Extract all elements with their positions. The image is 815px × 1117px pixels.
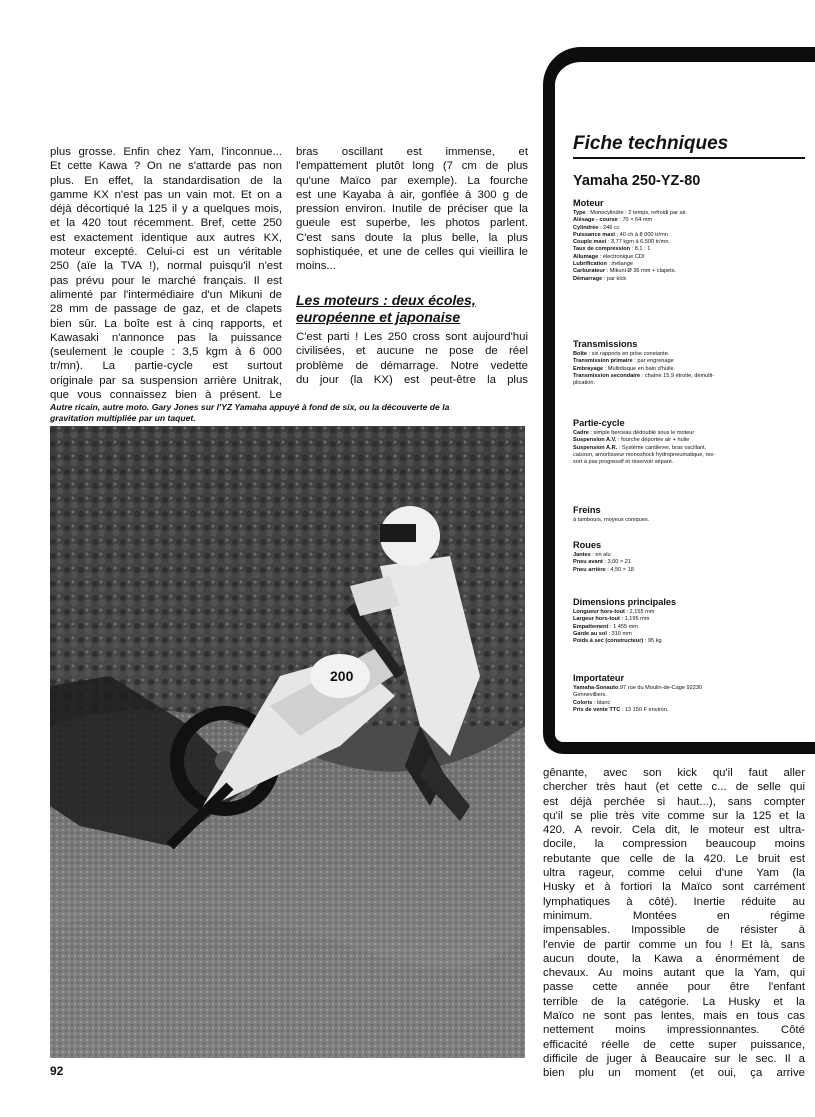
spec-key: Suspension A.V.	[573, 437, 617, 444]
text-line: docile, la compression beaucoup moins	[543, 838, 805, 851]
text-line: rebutante que celle de la 420. Le bruit est	[543, 852, 805, 865]
article-column-3	[543, 766, 805, 1081]
text-line: que vous connaissez bien à présent. Le	[50, 389, 282, 402]
spec-value: : 8,1 : 1	[630, 246, 651, 253]
spec-value: : Mikuni Ø 36 mm + clapets.	[605, 268, 677, 275]
spec-section-heading: Moteur	[573, 198, 604, 208]
spec-key: Démarrage	[573, 275, 603, 282]
spec-value: : 4,50 × 18	[605, 566, 634, 573]
text-line: gueule est superbe, les photos parlent.	[296, 217, 528, 230]
text-line: aucun doute, la Kawa a énormément de	[543, 952, 805, 965]
spec-key: Coloris	[573, 699, 593, 706]
text-line: pas prévu pour le marché français. Il est	[50, 274, 282, 287]
article-column-2-bottom	[296, 330, 528, 387]
number-plate-text: 200	[330, 668, 354, 684]
spec-row	[573, 567, 805, 574]
spec-key: Puissance maxi	[573, 231, 615, 238]
spec-section	[573, 673, 805, 714]
spec-value: : blanc	[592, 699, 611, 706]
text-line: civilisées, et aucune ne pose de réel	[296, 345, 528, 358]
spec-value: : Monocylindre : 2 temps, refroidi par air.	[585, 210, 687, 216]
spec-row	[573, 631, 805, 638]
text-line: C'est sans doute la plus belle, la plus	[296, 231, 528, 244]
spec-row	[573, 559, 805, 566]
text-line: déjà décortiqué la 125 il y a quelques mois,	[50, 203, 282, 216]
spec-section-heading: Dimensions principales	[573, 597, 677, 607]
spec-section	[573, 198, 805, 283]
text-line: Husky et à fortiori la Maïco sont carrément	[543, 881, 805, 894]
spec-value: : 3,77 kgm à 6,500 tr/mn.	[606, 239, 671, 246]
text-line: (seulement le couple : 3,5 kgm à 6 000	[50, 346, 282, 359]
spec-value: Gennevilliers.	[573, 692, 607, 699]
spec-row	[573, 692, 805, 699]
spec-row	[573, 452, 805, 459]
caption-line-2: gravitation multipliée par un taquet.	[50, 412, 196, 423]
spec-value: : 70 × 64 mm	[617, 217, 653, 224]
motocross-photo	[50, 426, 525, 1058]
text-line: est exactement identique aux autres KX,	[50, 231, 282, 244]
spec-row	[573, 707, 805, 714]
text-line: du jour (la KX) est peut-être la plus	[296, 373, 528, 386]
spec-key: Carburateur	[573, 268, 606, 275]
text-line: Kawasaki n'annonce pas la puissance	[50, 331, 282, 344]
text-line: C'est parti ! Les 250 cross sont aujourd'hui	[296, 331, 528, 343]
text-line: bras oscillant est immense, et	[296, 146, 528, 158]
spec-value: caisson, amortisseur monoshock hydropneumatique, res-	[573, 451, 716, 458]
text-line: passe cette année pour être l'enfant	[543, 981, 805, 994]
spec-section-heading: Roues	[573, 540, 602, 550]
spec-row	[573, 366, 805, 373]
text-line: difficile de juger à Beaucaire sur le sec. Il a	[543, 1052, 805, 1065]
spec-key: Taux de compression	[573, 246, 631, 253]
spec-value: : 310 mm	[606, 630, 632, 637]
text-line: alimenté par l'intermédiaire d'un Mikuni de	[50, 288, 282, 301]
text-line: et la 420 tout récemment. Bref, cette 250	[50, 217, 282, 230]
spec-row	[573, 624, 805, 631]
spec-row	[573, 225, 805, 232]
spec-row	[573, 445, 805, 452]
spec-key: Largeur hors-tout	[573, 616, 620, 623]
spec-value: : par kick	[602, 275, 627, 282]
spec-row	[573, 239, 805, 246]
subheading-line-2: européenne et japonaise	[296, 309, 461, 325]
spec-row	[573, 380, 805, 387]
spec-value: : 40 ch à 8 000 tr/mn	[614, 231, 668, 238]
spec-row	[573, 638, 805, 645]
spec-value: : Système cantilever, bras oscillant,	[617, 444, 707, 451]
spec-row	[573, 261, 805, 268]
spec-row	[573, 254, 805, 261]
spec-value: : 1 455 mm	[608, 623, 638, 630]
text-line: qu'une Maïco par exemple). La fourche	[296, 174, 528, 187]
spec-sheet-model: Yamaha 250-YZ-80	[573, 173, 701, 189]
text-line: gênante, avec son kick qu'il faut aller	[543, 767, 805, 779]
text-line: est déjà perchée si haut...), sans compter	[543, 795, 805, 808]
spec-value: à tambours, moyeux coniques.	[573, 517, 650, 523]
spec-section	[573, 339, 805, 387]
text-line: moteur excepté. Celui-ci est un véritable	[50, 246, 282, 259]
spec-key: Allumage	[573, 253, 599, 260]
spec-key: Lubrification	[573, 261, 607, 268]
text-line: l'empattement plutôt long (7 cm de plus	[296, 160, 528, 173]
spec-row	[573, 459, 805, 466]
spec-key: Embrayage	[573, 365, 604, 372]
spec-row	[573, 685, 805, 692]
spec-key: Garde au sol	[573, 630, 607, 637]
spec-key: Cadre	[573, 430, 589, 436]
spec-section-heading: Transmissions	[573, 339, 638, 349]
spec-value: : en alu	[590, 552, 611, 558]
spec-value: : 95 kg	[643, 638, 662, 645]
text-line: terrible de la catégorie. La Husky et la	[543, 995, 805, 1008]
spec-row	[573, 210, 805, 217]
spec-key: Alésage - course	[573, 217, 618, 224]
text-line: pression environ. Inutile de préciser que la	[296, 203, 528, 216]
section-subheading	[296, 292, 528, 326]
text-line: chercher très haut (et cette c... de selle qui	[543, 781, 805, 794]
spec-row	[573, 232, 805, 239]
page-number: 92	[50, 1064, 64, 1078]
spec-row	[573, 351, 805, 358]
spec-row	[573, 217, 805, 224]
spec-section-heading: Importateur	[573, 673, 625, 683]
spec-row	[573, 373, 805, 380]
text-line: 420. A revoir. Cela dit, le moteur est ultra-	[543, 824, 805, 837]
spec-key: Prix de vente TTC	[573, 706, 621, 713]
text-line: problème de démarrage. Notre vedette	[296, 359, 528, 372]
spec-row	[573, 358, 805, 365]
article-column-2-top	[296, 145, 528, 274]
spec-value: : par engrenage	[632, 358, 674, 365]
text-line: lymphatiques à côté). Inertie réduite au	[543, 895, 805, 908]
spec-value: : six rapports en prise constante.	[586, 351, 670, 357]
text-line: qu'il se plie très vite comme sur la 125 et la	[543, 809, 805, 822]
spec-value: : 3,00 × 21	[602, 559, 631, 566]
spec-key: Longueur hors-tout	[573, 609, 625, 615]
spec-value: : 13 150 F environ.	[620, 706, 669, 713]
spec-sheet-header	[573, 133, 805, 159]
spec-key: Transmission secondaire	[573, 372, 641, 379]
spec-key: Pneu arrière	[573, 566, 606, 573]
spec-section-heading: Partie-cycle	[573, 418, 625, 428]
text-line: bien sûr. La boîte est à cinq rapports, et	[50, 317, 282, 330]
text-line: plus grosse. Enfin chez Yam, l'inconnue...	[50, 146, 282, 158]
subheading-line-1: Les moteurs : deux écoles,	[296, 292, 476, 308]
spec-key: Type	[573, 210, 586, 216]
text-line: tr/mn). La partie-cycle est surtout	[50, 360, 282, 373]
spec-row	[573, 517, 805, 524]
text-line: efficacité réelle de cette super puissance,	[543, 1038, 805, 1051]
spec-value: : Multidisque en bain d'huile.	[603, 365, 676, 372]
article-column-1	[50, 145, 282, 402]
photo-caption	[50, 402, 530, 423]
spec-key: Suspension A.R.	[573, 444, 618, 451]
spec-value: sort à pas progressif et réservoir séparé.	[573, 459, 674, 466]
text-line: sophistiquée, et une de celles qui vieillira le	[296, 246, 528, 259]
spec-row	[573, 616, 805, 623]
spec-section	[573, 505, 805, 524]
spec-value: : fourche déportée air + huile	[616, 437, 690, 444]
spec-value: : chaîne 15,9 étroite, démulti-	[640, 372, 715, 379]
spec-value: : mélange	[606, 261, 633, 268]
text-line: bien plu un moment (et oui, ça arrive	[543, 1067, 805, 1080]
text-line: chevaux. Au moins autant que la Yam, qui	[543, 967, 805, 980]
text-line: plus. En effet, la standardisation de la	[50, 174, 282, 187]
spec-key: Couple maxi	[573, 239, 607, 246]
spec-key: Pneu avant	[573, 559, 603, 566]
spec-row	[573, 700, 805, 707]
text-line: Maïco ne sont pas lentes, mais en tous cas	[543, 1010, 805, 1023]
spec-section	[573, 597, 805, 645]
spec-row	[573, 437, 805, 444]
spec-value: : 246 cc	[598, 224, 620, 231]
spec-section-heading: Freins	[573, 505, 601, 515]
text-line: 28 mm de passage de gaz, et de clapets	[50, 303, 282, 316]
text-line: est une Kayaba à air, gonflée à 300 g de	[296, 188, 528, 201]
spec-row	[573, 246, 805, 253]
motocross-rider-illustration	[50, 426, 525, 1058]
caption-line-1: Autre rica​in, autre moto. Gary Jones sur l'YZ Yamaha appuyé à fond de six, ou la découverte de la	[50, 402, 450, 412]
spec-sheet-title: Fiche techniques	[573, 133, 729, 154]
spec-row	[573, 430, 805, 437]
text-line: 250 (aïe la TVA !), normal puisqu'il n'est	[50, 260, 282, 273]
spec-row	[573, 268, 805, 275]
spec-sheet-title-rule	[573, 157, 805, 159]
spec-key: Yamaha-Sonauto	[573, 685, 619, 691]
spec-value: : électronique CDI	[598, 253, 645, 260]
spec-key: Jantes	[573, 552, 591, 558]
spec-row	[573, 609, 805, 616]
spec-value: ,97 rue du Moulin-de-Cage 92230	[618, 685, 703, 691]
spec-section	[573, 540, 805, 574]
text-line: moins...	[296, 260, 336, 273]
text-line: gamme KX n'est pas un vain mot. Et on a	[50, 188, 282, 201]
spec-value: : simple berceau dédoublé sous le moteur	[588, 430, 695, 436]
spec-key: Cylindrée	[573, 224, 599, 231]
spec-value: plication.	[573, 380, 596, 387]
spec-key: Empattement	[573, 623, 609, 630]
spec-key: Poids à sec (constructeur)	[573, 638, 644, 645]
text-line: Et cette Kawa ? On ne s'attarde pas non	[50, 160, 282, 173]
spec-value: : 1,195 mm	[619, 616, 650, 623]
spec-key: Boîte	[573, 351, 587, 357]
spec-section	[573, 418, 805, 466]
text-line: l'envie de partir comme un fou ! Et là, sans	[543, 938, 805, 951]
spec-value: : 2,155 mm	[624, 609, 655, 615]
text-line: impensables. Impossible de résister à	[543, 924, 805, 937]
text-line: minimum. Montées en régime	[543, 909, 805, 922]
text-line: nettement moins impressionnantes. Côté	[543, 1024, 805, 1037]
spec-key: Transmission primaire	[573, 358, 633, 365]
text-line: ultra rageur, comme celui d'une Yam (la	[543, 867, 805, 880]
text-line: originale par sa suspension arrière Unitrak,	[50, 374, 282, 387]
spec-row	[573, 552, 805, 559]
spec-row	[573, 276, 805, 283]
